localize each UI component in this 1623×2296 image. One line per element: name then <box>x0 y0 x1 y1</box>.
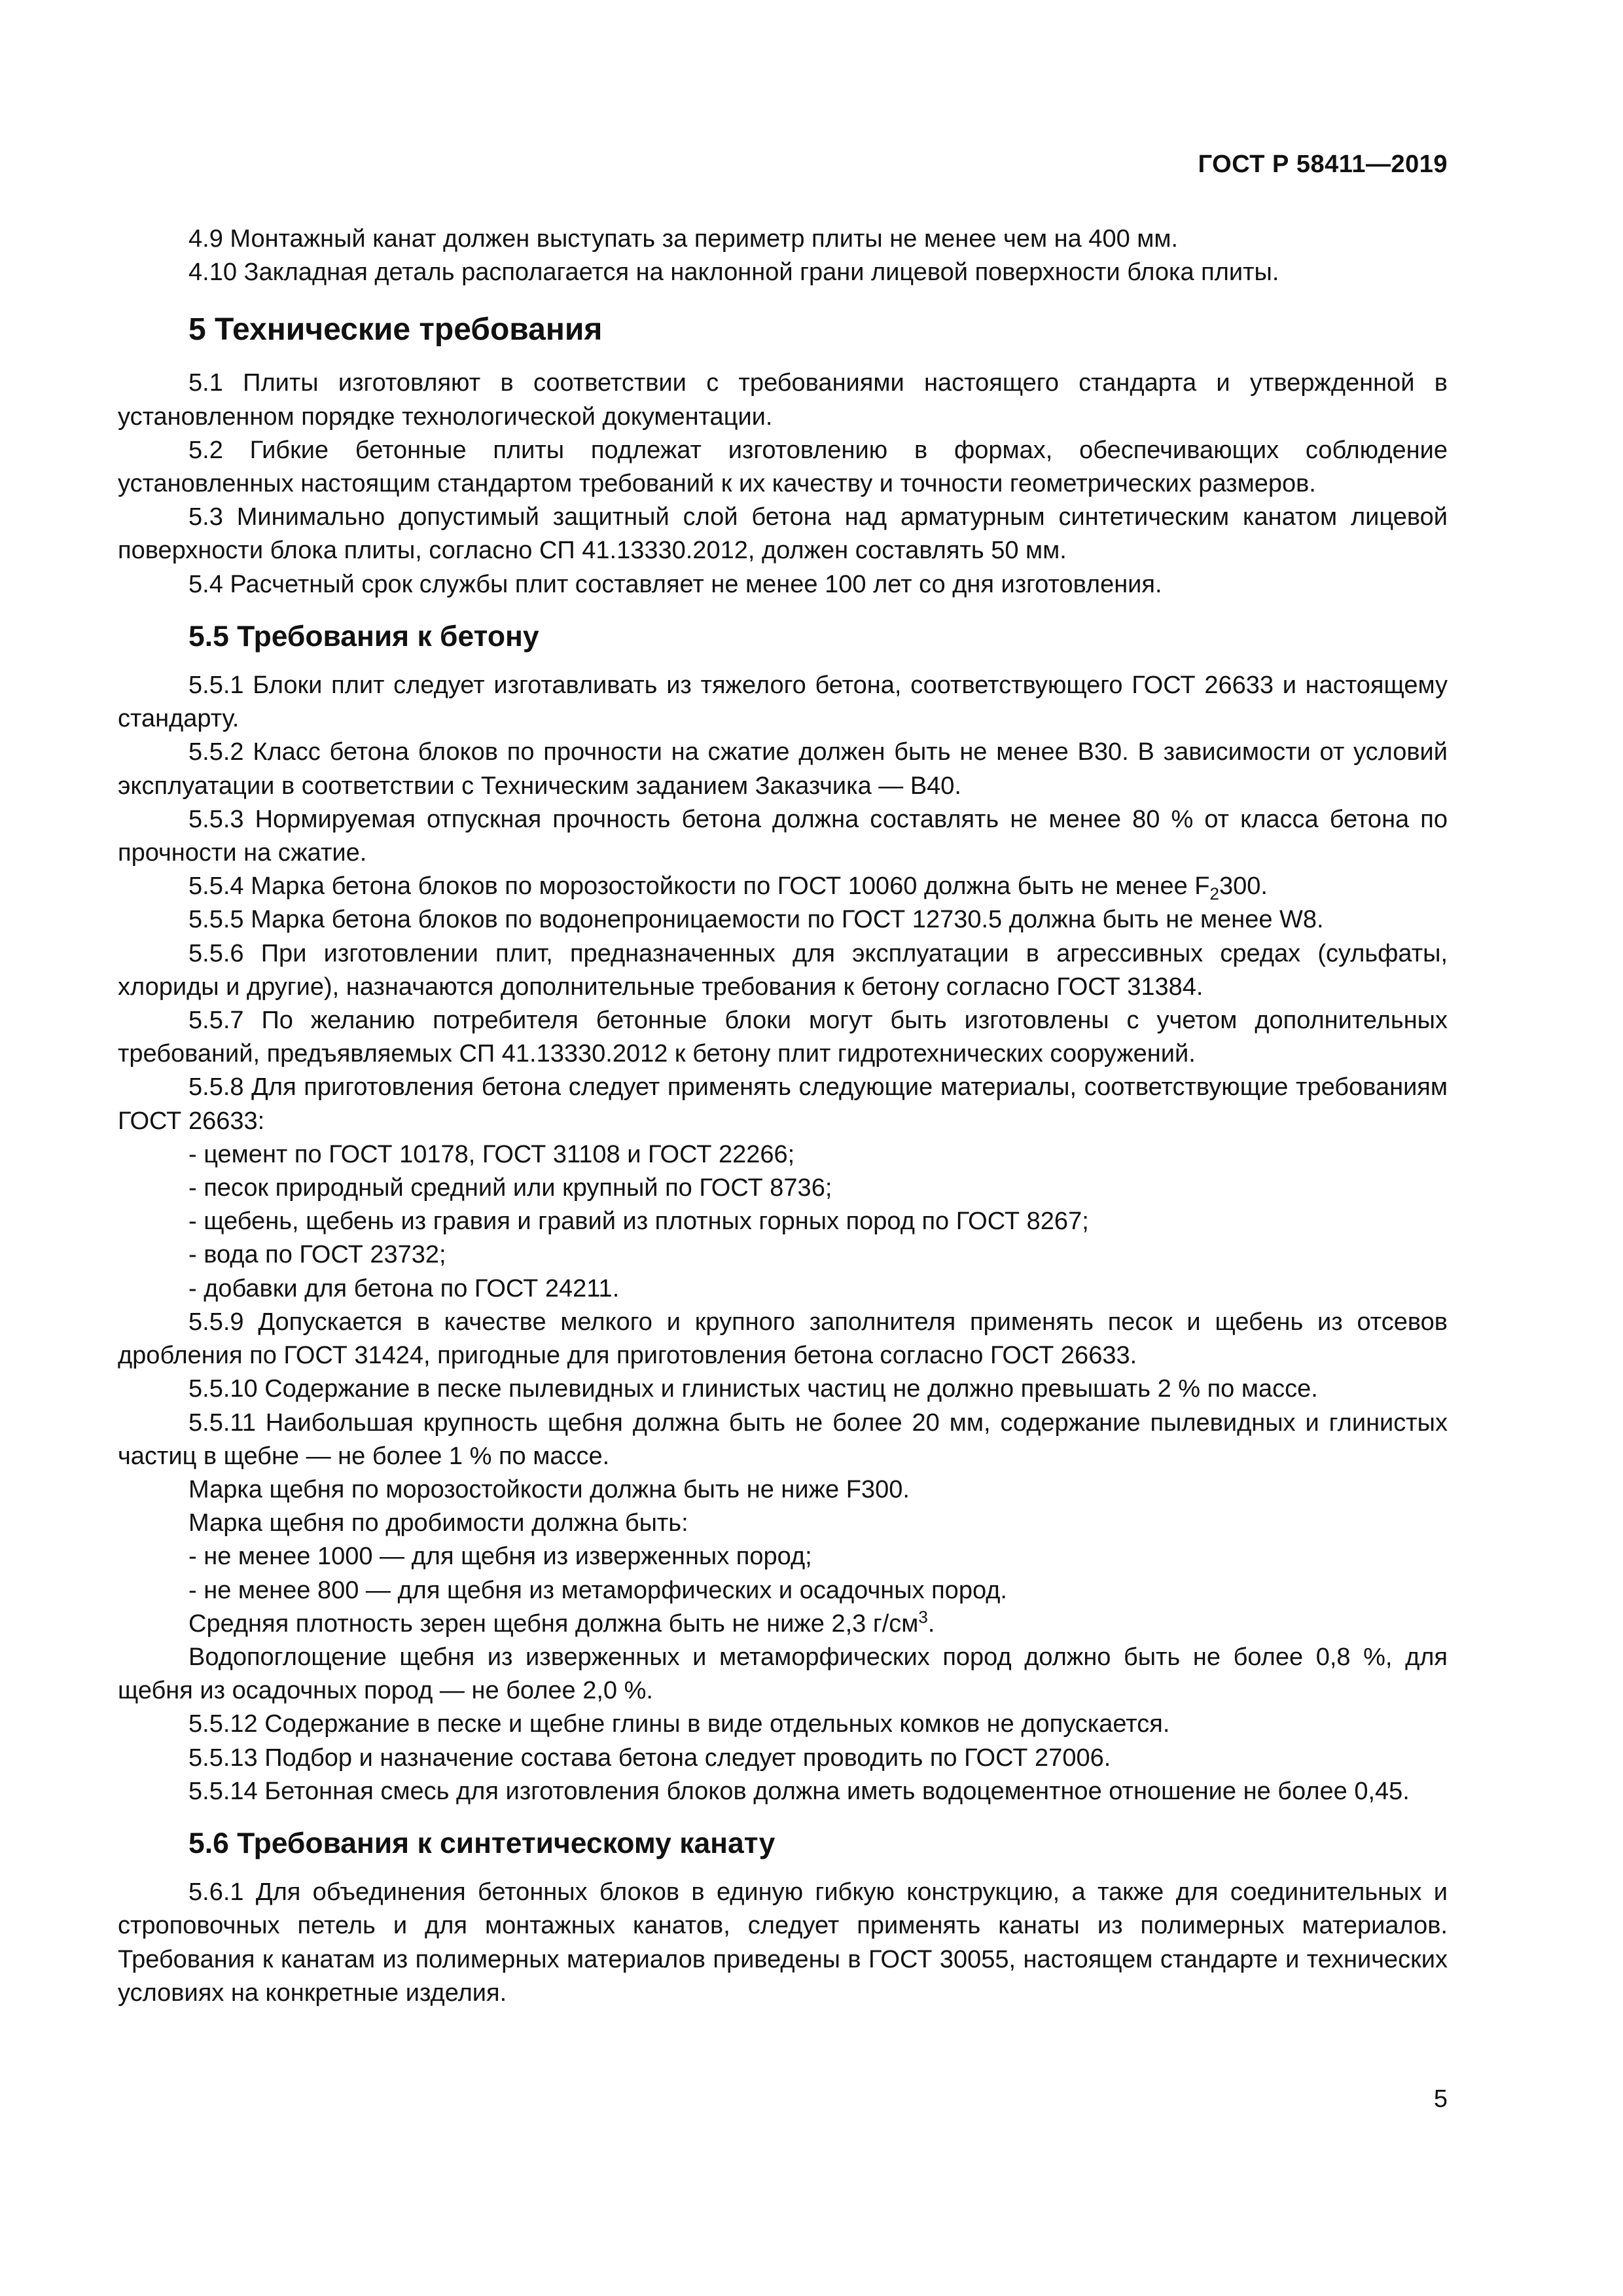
page-number: 5 <box>1433 2085 1448 2113</box>
clause-5-5-5: 5.5.5 Марка бетона блоков по водонепроницаемости по ГОСТ 12730.5 должна быть не менее W8. <box>188 906 1324 934</box>
list-item: - песок природный средний или крупный по ГОСТ 8736; <box>188 1174 832 1202</box>
density-superscript: 3 <box>918 1607 928 1627</box>
clause-5-5-4-grade: 300. <box>1219 872 1268 901</box>
list-item: - цемент по ГОСТ 10178, ГОСТ 31108 и ГОСТ 22266; <box>188 1140 795 1168</box>
clause-5-5-6: 5.5.6 При изготовлении плит, предназначенных для эксплуатации в агрессивных средах (сульфаты, хлориды и другие), назначаются дополнительные требования к бетону согласно ГОСТ 31384. <box>118 939 1448 1001</box>
clause-5-5-12: 5.5.12 Содержание в песке и щебне глины в виде отдельных комков не допускается. <box>188 1710 1170 1738</box>
frost-subscript: 2 <box>1209 884 1219 904</box>
density-label: Средняя плотность зерен щебня должна быть не ниже 2,3 г/см <box>188 1609 919 1638</box>
clause-5-2: 5.2 Гибкие бетонные плиты подлежат изготовлению в формах, обеспечивающих соблюдение установленных настоящим стандартом требований к их качеству и точности геометрических размеров. <box>118 436 1448 498</box>
clause-5-5-14: 5.5.14 Бетонная смесь для изготовления блоков должна иметь водоцементное отношение не более 0,45. <box>188 1777 1410 1805</box>
list-item: - щебень, щебень из гравия и гравий из плотных горных пород по ГОСТ 8267; <box>188 1208 1089 1236</box>
clause-5-4: 5.4 Расчетный срок службы плит составляет не менее 100 лет со дня изготовления. <box>188 570 1162 598</box>
clause-5-5-2: 5.5.2 Класс бетона блоков по прочности на сжатие должен быть не менее В30. В зависимости от условий эксплуатации в соответствии с Техническим заданием Заказчика — В40. <box>118 738 1448 800</box>
clause-5-5-7: 5.5.7 По желанию потребителя бетонные блоки могут быть изготовлены с учетом дополнительных требований, предъявляемых СП 41.13330.2012 к бетону плит гидротехнических сооружений. <box>118 1007 1448 1068</box>
density-end: . <box>927 1609 935 1638</box>
clause-5-5-3: 5.5.3 Нормируемая отпускная прочность бетона должна составлять не менее 80 % от класса бетона по прочности на сжатие. <box>118 805 1448 867</box>
clause-5-5-10: 5.5.10 Содержание в песке пылевидных и глинистых частиц не должно превышать 2 % по массе. <box>188 1375 1318 1403</box>
section-5-6-title: 5.6 Требования к синтетическому канату <box>188 1827 776 1859</box>
list-item: - вода по ГОСТ 23732; <box>188 1241 446 1269</box>
clause-5-5-4-text: 5.5.4 Марка бетона блоков по морозостойкости по ГОСТ 10060 должна быть не менее F <box>188 872 1210 901</box>
clause-5-5-13: 5.5.13 Подбор и назначение состава бетона следует проводить по ГОСТ 27006. <box>188 1744 1111 1772</box>
list-item: - не менее 1000 — для щебня из изверженных пород; <box>188 1543 812 1571</box>
document-body <box>118 223 1448 2010</box>
section-5-5-title: 5.5 Требования к бетону <box>188 620 539 653</box>
water-absorption-text: Водопоглощение щебня из изверженных и метаморфических пород должно быть не более 0,8 %, для щебня из осадочных пород — не более 2,0 %. <box>118 1643 1448 1705</box>
clause-5-3: 5.3 Минимально допустимый защитный слой бетона над арматурным синтетическим канатом лицевой поверхности блока плиты, согласно СП 41.13330.2012, должен составлять 50 мм. <box>118 503 1448 565</box>
clause-4-9: 4.9 Монтажный канат должен выступать за периметр плиты не менее чем на 400 мм. <box>188 225 1179 253</box>
list-item: - не менее 800 — для щебня из метаморфических и осадочных пород. <box>188 1576 1007 1604</box>
list-item: - добавки для бетона по ГОСТ 24211. <box>188 1274 620 1302</box>
document-code: ГОСТ Р 58411—2019 <box>1198 151 1448 178</box>
section-5-title: 5 Технические требования <box>188 312 603 348</box>
density-text <box>118 1607 1448 1641</box>
clause-5-5-4 <box>118 870 1448 903</box>
frost-grade-text: Марка щебня по морозостойкости должна быть не ниже F300. <box>188 1475 910 1503</box>
clause-5-5-9: 5.5.9 Допускается в качестве мелкого и крупного заполнителя применять песок и щебень из отсевов дробления по ГОСТ 31424, пригодные для приготовления бетона согласно ГОСТ 26633. <box>118 1308 1448 1370</box>
clause-5-5-1: 5.5.1 Блоки плит следует изготавливать из тяжелого бетона, соответствующего ГОСТ 26633 и настоящему стандарту. <box>118 672 1448 733</box>
clause-4-10: 4.10 Закладная деталь располагается на наклонной грани лицевой поверхности блока плиты. <box>188 259 1279 287</box>
clause-5-1: 5.1 Плиты изготовляют в соответствии с требованиями настоящего стандарта и утвержденной в установленном порядке технологической документации. <box>118 369 1448 431</box>
clause-5-5-8: 5.5.8 Для приготовления бетона следует применять следующие материалы, соответствующие требованиям ГОСТ 26633: <box>118 1073 1448 1135</box>
crush-grade-text: Марка щебня по дробимости должна быть: <box>188 1509 688 1537</box>
clause-5-6-1: 5.6.1 Для объединения бетонных блоков в единую гибкую конструкцию, а также для соединительных и строповочных петель и для монтажных канатов, следует применять канаты из полимерных материалов. Требования к канатам из полимерных материалов приведены в ГОСТ 30055, настоящем стандарте и технических условиях на конкретные изделия. <box>118 1878 1448 2007</box>
clause-5-5-11: 5.5.11 Наибольшая крупность щебня должна быть не более 20 мм, содержание пылевидных и глинистых частиц в щебне — не более 1 % по массе. <box>118 1408 1448 1470</box>
